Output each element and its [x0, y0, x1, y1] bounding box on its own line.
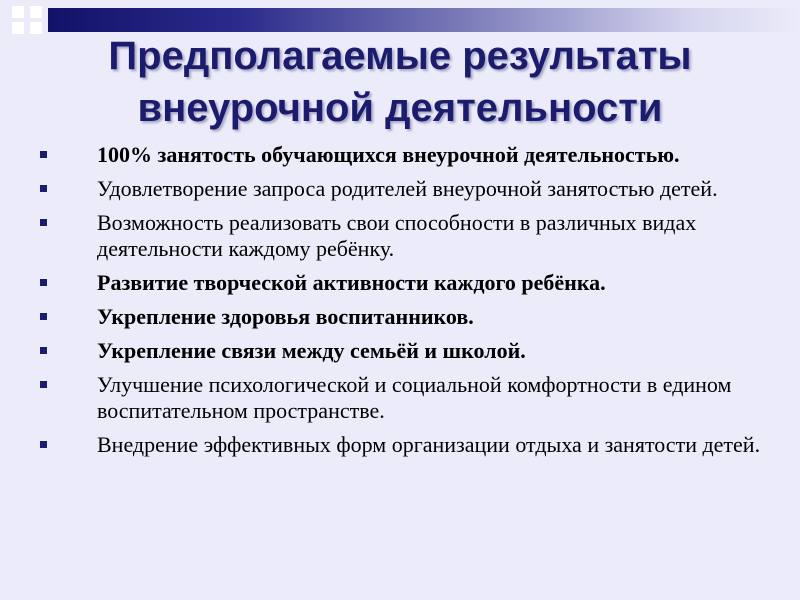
bullet-item	[40, 372, 780, 424]
bullet-item	[40, 432, 780, 458]
top-gradient-band	[48, 8, 800, 32]
bullet-text: Возможность реализовать свои способности в различных видах деятельности каждому ребёнку.	[97, 210, 697, 261]
square-bullet-icon	[40, 313, 47, 320]
slide-title	[0, 30, 800, 134]
bullet-item	[40, 176, 780, 202]
bullet-text: Укрепление здоровья воспитанников.	[97, 304, 474, 329]
decorative-square	[12, 6, 24, 18]
square-bullet-icon	[40, 441, 47, 448]
square-bullet-icon	[40, 219, 47, 226]
bullet-list	[40, 142, 780, 466]
decorative-square	[30, 6, 42, 18]
bullet-item	[40, 210, 780, 262]
square-bullet-icon	[40, 185, 47, 192]
bullet-item	[40, 304, 780, 330]
slide-title-line-2: внеурочной деятельности	[137, 86, 663, 130]
square-bullet-icon	[40, 381, 47, 388]
bullet-text: Укрепление связи между семьёй и школой.	[97, 338, 526, 363]
square-bullet-icon	[40, 151, 47, 158]
bullet-item	[40, 338, 780, 364]
square-bullet-icon	[40, 279, 47, 286]
bullet-text: 100% занятость обучающихся внеурочной деятельностью.	[97, 142, 680, 167]
bullet-text: Улучшение психологической и социальной комфортности в едином воспитательном пространстве.	[97, 372, 732, 423]
slide-title-line-1: Предполагаемые результаты	[108, 34, 692, 78]
bullet-text: Удовлетворение запроса родителей внеурочной занятостью детей.	[97, 176, 718, 201]
bullet-item	[40, 142, 780, 168]
bullet-text: Внедрение эффективных форм организации отдыха и занятости детей.	[97, 432, 761, 457]
bullet-item	[40, 270, 780, 296]
bullet-text: Развитие творческой активности каждого ребёнка.	[97, 270, 606, 295]
square-bullet-icon	[40, 347, 47, 354]
